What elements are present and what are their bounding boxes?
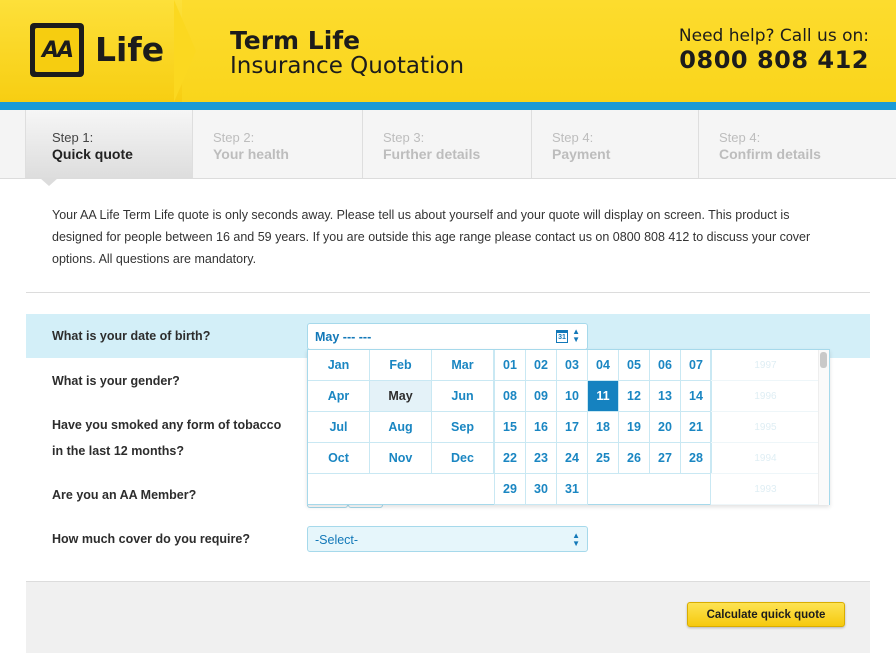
smoking-label-line1: Have you smoked any form of tobacco [52, 418, 282, 432]
day-option-11[interactable]: 11 [588, 381, 619, 412]
aa-logo-inner [35, 28, 79, 72]
day-option-24[interactable]: 24 [557, 443, 588, 474]
step-number: Step 4: [719, 130, 761, 145]
month-option-nov[interactable]: Nov [370, 443, 432, 474]
day-grid [494, 350, 710, 505]
month-option-dec[interactable]: Dec [432, 443, 494, 474]
intro-text: Your AA Life Term Life quote is only seconds away. Please tell us about yourself and your quote will display on screen. This product is designed for people between 16 and 59 years. If you are outside this age range please contact us on 0800 808 412 to discuss your cover options. All questions are mandatory. [52, 208, 811, 266]
day-option-05[interactable]: 05 [619, 350, 650, 381]
day-option-20[interactable]: 20 [650, 412, 681, 443]
dob-label: What is your date of birth? [52, 329, 211, 343]
page-subtitle: Insurance Quotation [230, 53, 465, 79]
day-option-31[interactable]: 31 [557, 474, 588, 505]
day-option-27[interactable]: 27 [650, 443, 681, 474]
year-option-1995[interactable]: 1995 [711, 412, 820, 443]
month-option-feb[interactable]: Feb [370, 350, 432, 381]
gender-label: What is your gender? [52, 374, 180, 388]
day-option-17[interactable]: 17 [557, 412, 588, 443]
aa-member-label: Are you an AA Member? [52, 488, 197, 502]
calendar-icon[interactable]: 31 [556, 330, 568, 343]
month-option-oct[interactable]: Oct [308, 443, 370, 474]
day-option-19[interactable]: 19 [619, 412, 650, 443]
day-option-18[interactable]: 18 [588, 412, 619, 443]
year-option-1996[interactable]: 1996 [711, 381, 820, 412]
help-text: Need help? Call us on: [678, 26, 869, 46]
page-title: Term Life [230, 26, 361, 55]
help-phone-number[interactable]: 0800 808 412 [679, 46, 869, 74]
month-option-jun[interactable]: Jun [432, 381, 494, 412]
month-option-jul[interactable]: Jul [308, 412, 370, 443]
day-option-15[interactable]: 15 [495, 412, 526, 443]
updown-arrows-icon: ▲ ▼ [572, 327, 580, 344]
intro-divider [26, 292, 870, 293]
day-option-16[interactable]: 16 [526, 412, 557, 443]
step-payment[interactable] [532, 110, 699, 178]
day-option-13[interactable]: 13 [650, 381, 681, 412]
step-name: Quick quote [52, 146, 133, 162]
month-grid [308, 350, 494, 474]
progress-steps [0, 110, 896, 179]
year-option-1993[interactable]: 1993 [711, 474, 820, 505]
day-option-01[interactable]: 01 [495, 350, 526, 381]
year-option-1994[interactable]: 1994 [711, 443, 820, 474]
day-option-14[interactable]: 14 [681, 381, 712, 412]
day-option-10[interactable]: 10 [557, 381, 588, 412]
calculate-quote-button[interactable]: Calculate quick quote [687, 602, 845, 627]
site-header [0, 0, 896, 102]
step-number: Step 3: [383, 130, 425, 145]
step-name: Further details [383, 146, 481, 162]
month-option-sep[interactable]: Sep [432, 412, 494, 443]
step-further-details[interactable] [363, 110, 532, 178]
cover-select-value: -Select- [315, 533, 359, 547]
step-number: Step 2: [213, 130, 255, 145]
updown-arrows-icon: ▲ ▼ [572, 531, 580, 548]
aa-logo[interactable] [30, 23, 84, 77]
step-name: Payment [552, 146, 611, 162]
cover-label: How much cover do you require? [52, 532, 250, 546]
step-your-health[interactable] [193, 110, 363, 178]
step-number: Step 4: [552, 130, 594, 145]
year-scrollbar[interactable] [818, 350, 829, 505]
day-option-29[interactable]: 29 [495, 474, 526, 505]
day-option-22[interactable]: 22 [495, 443, 526, 474]
step-confirm-details[interactable] [699, 110, 896, 178]
day-option-04[interactable]: 04 [588, 350, 619, 381]
day-option-12[interactable]: 12 [619, 381, 650, 412]
day-option-09[interactable]: 09 [526, 381, 557, 412]
step-number: Step 1: [52, 130, 94, 145]
month-option-aug[interactable]: Aug [370, 412, 432, 443]
day-option-23[interactable]: 23 [526, 443, 557, 474]
aa-logo-mark: AA [41, 37, 73, 63]
dob-select[interactable] [307, 323, 588, 350]
day-option-28[interactable]: 28 [681, 443, 712, 474]
step-name: Confirm details [719, 146, 821, 162]
step-quick-quote[interactable] [26, 110, 193, 178]
day-option-08[interactable]: 08 [495, 381, 526, 412]
day-option-30[interactable]: 30 [526, 474, 557, 505]
header-divider [0, 102, 896, 110]
month-option-apr[interactable]: Apr [308, 381, 370, 412]
year-scrollbar-thumb[interactable] [820, 352, 827, 368]
day-option-21[interactable]: 21 [681, 412, 712, 443]
year-option-1997[interactable]: 1997 [711, 350, 820, 381]
step-name: Your health [213, 146, 289, 162]
active-step-pointer [40, 178, 58, 186]
smoking-label-line2: in the last 12 months? [52, 444, 184, 458]
month-option-jan[interactable]: Jan [308, 350, 370, 381]
day-option-25[interactable]: 25 [588, 443, 619, 474]
dob-select-value: May --- --- [315, 330, 372, 344]
day-option-07[interactable]: 07 [681, 350, 712, 381]
logo-life-text: Life [95, 30, 165, 69]
date-picker [307, 349, 830, 505]
cover-select[interactable] [307, 526, 588, 552]
steps-left-pad [0, 110, 26, 178]
day-option-03[interactable]: 03 [557, 350, 588, 381]
header-chevron [174, 0, 196, 102]
day-option-02[interactable]: 02 [526, 350, 557, 381]
month-option-may[interactable]: May [370, 381, 432, 412]
day-option-06[interactable]: 06 [650, 350, 681, 381]
month-option-mar[interactable]: Mar [432, 350, 494, 381]
day-option-26[interactable]: 26 [619, 443, 650, 474]
year-list [710, 350, 820, 505]
